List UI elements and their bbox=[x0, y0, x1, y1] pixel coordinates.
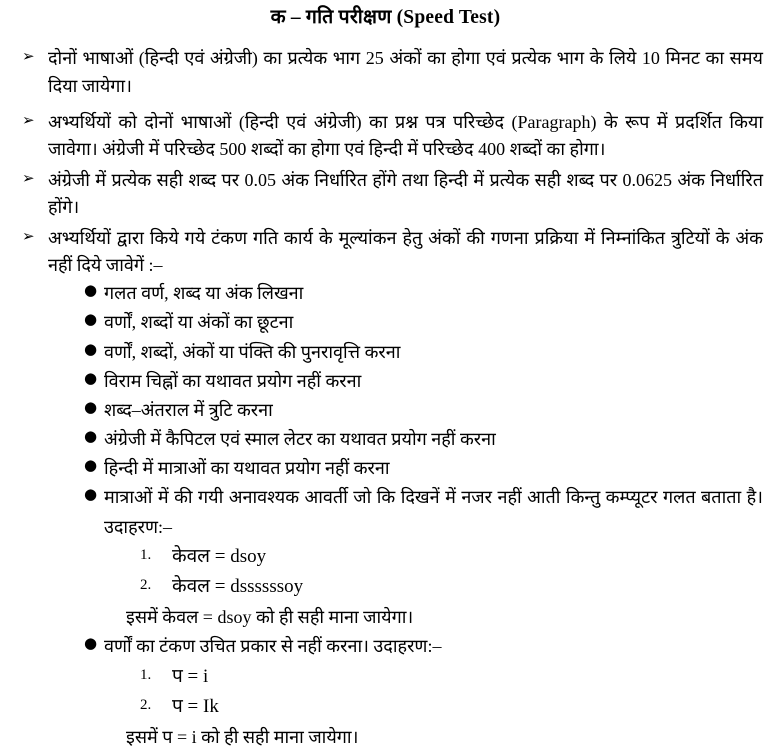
main-point-2 bbox=[0, 109, 763, 164]
dot-bullet-icon: ● bbox=[84, 368, 98, 387]
error-item-4-text: विराम चिह्नों का यथावत प्रयोग नहीं करना bbox=[104, 370, 362, 391]
error-item-6 bbox=[0, 425, 763, 454]
example-two-item-1-text: प = i bbox=[172, 665, 209, 687]
list-number: 2. bbox=[140, 697, 152, 714]
spacer bbox=[0, 100, 771, 109]
error-item-2-text: वर्णों, शब्दों या अंकों का छूटना bbox=[104, 312, 294, 333]
list-number: 1. bbox=[140, 666, 152, 683]
example-one-item-1 bbox=[0, 542, 771, 573]
error-item-5 bbox=[0, 396, 763, 425]
example-two-numbered-list bbox=[0, 662, 771, 724]
example-two-item-2-text: प = Ik bbox=[172, 696, 219, 718]
example-two-list bbox=[0, 632, 771, 661]
main-point-1 bbox=[0, 45, 763, 100]
dot-bullet-icon: ● bbox=[84, 485, 98, 504]
example-one-item-2 bbox=[0, 572, 771, 603]
example-two-conclusion: इसमें प = i को ही सही माना जायेगा। bbox=[126, 727, 359, 748]
main-point-4 bbox=[0, 225, 763, 280]
error-item-1-text: गलत वर्ण, शब्द या अंक लिखना bbox=[104, 283, 304, 304]
main-point-3 bbox=[0, 167, 763, 222]
error-item-2 bbox=[0, 308, 763, 337]
list-number: 1. bbox=[140, 546, 152, 563]
arrow-bullet-icon: ➢ bbox=[22, 226, 35, 245]
error-item-3-text: वर्णों, शब्दों, अंकों या पंक्ति की पुनरावृत्ति करना bbox=[104, 341, 401, 362]
dot-bullet-icon: ● bbox=[84, 456, 98, 475]
example-one-conclusion: इसमें केवल = dsoy को ही सही माना जायेगा। bbox=[126, 607, 414, 628]
spacer bbox=[0, 29, 771, 45]
error-item-7 bbox=[0, 454, 763, 483]
error-item-3 bbox=[0, 338, 763, 367]
main-points-list bbox=[0, 45, 771, 279]
example-one-item-1-text: केवल = dsoy bbox=[172, 545, 267, 567]
page-title: क – गति परीक्षण (Speed Test) bbox=[270, 7, 501, 28]
error-item-8-text: मात्राओं में की गयी अनावश्यक आवर्ती जो कि दिखनें में नजर नहीं आती किन्तु कम्प्यूटर गलत बताता है। उदाहरण:– bbox=[104, 487, 763, 537]
list-number: 2. bbox=[140, 577, 152, 594]
main-point-3-text: अंग्रेजी में प्रत्येक सही शब्द पर 0.05 अंक निर्धारित होंगे तथा हिन्दी में प्रत्येक सही शब्द पर 0.0625 अंक निर्धारित होंगे। bbox=[48, 169, 763, 218]
error-item-6-text: अंग्रेजी में कैपिटल एवं स्माल लेटर का यथावत प्रयोग नहीं करना bbox=[104, 429, 496, 450]
dot-bullet-icon: ● bbox=[84, 310, 98, 329]
document-page bbox=[0, 6, 771, 750]
error-item-9-varn bbox=[0, 632, 763, 661]
main-point-1-text: दोनों भाषाओं (हिन्दी एवं अंग्रेजी) का प्रत्येक भाग 25 अंकों का होगा एवं प्रत्येक भाग के लिये 10 मिनट का समय दिया जायेगा। bbox=[48, 48, 763, 96]
dot-bullet-icon: ● bbox=[84, 397, 98, 416]
dot-bullet-icon: ● bbox=[84, 427, 98, 446]
example-two-item-2 bbox=[0, 692, 771, 723]
error-item-4 bbox=[0, 367, 763, 396]
arrow-bullet-icon: ➢ bbox=[22, 111, 35, 130]
dot-bullet-icon: ● bbox=[84, 339, 98, 358]
error-item-1 bbox=[0, 279, 763, 308]
arrow-bullet-icon: ➢ bbox=[22, 168, 35, 187]
dot-bullet-icon: ● bbox=[84, 634, 98, 653]
arrow-bullet-icon: ➢ bbox=[22, 47, 35, 66]
example-one-numbered-list bbox=[0, 542, 771, 604]
error-item-9-text: वर्णों का टंकण उचित प्रकार से नहीं करना। उदाहरण:– bbox=[104, 636, 442, 657]
error-types-list bbox=[0, 279, 771, 541]
main-point-4-text: अभ्यर्थियों द्वारा किये गये टंकण गति कार्य के मूल्यांकन हेतु अंकों की गणना प्रक्रिया में निम्नांकित त्रुटियों के अंक नहीं दिये जावेगें :– bbox=[48, 227, 763, 275]
error-item-8-matra bbox=[0, 483, 763, 541]
dot-bullet-icon: ● bbox=[84, 281, 98, 300]
example-one-item-2-text: केवल = dssssssoy bbox=[172, 576, 304, 598]
error-item-7-text: हिन्दी में मात्राओं का यथावत प्रयोग नहीं करना bbox=[104, 458, 390, 479]
error-item-5-text: शब्द–अंतराल में त्रुटि करना bbox=[104, 399, 273, 420]
main-point-2-text: अभ्यर्थियों को दोनों भाषाओं (हिन्दी एवं अंग्रेजी) का प्रश्न पत्र परिच्छेद (Paragraph) के रूप में प्रदर्शित किया जावेगा। अंग्रेजी में परिच्छेद 500 शब्दों का होगा एवं हिन्दी में परिच्छेद 400 शब्दों का होगा। bbox=[48, 112, 763, 160]
example-two-item-1 bbox=[0, 662, 771, 693]
